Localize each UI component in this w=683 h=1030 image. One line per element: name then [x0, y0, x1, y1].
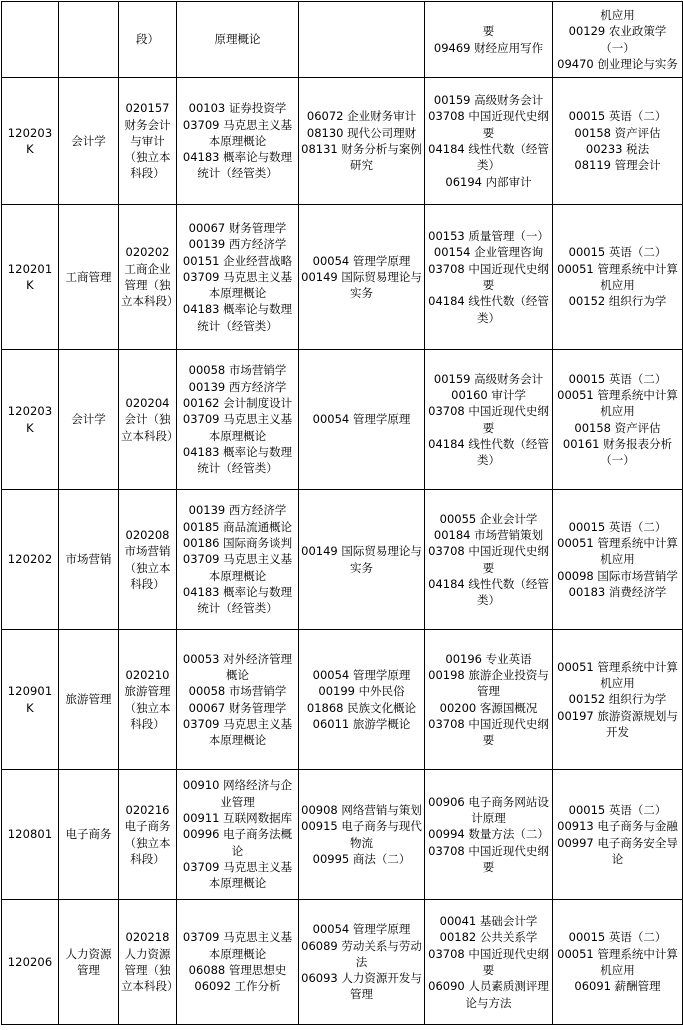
course-entry: 00199 中外民俗	[318, 684, 405, 699]
cell-code: 120203K	[2, 350, 59, 490]
course-entry: 03709 马克思主义基本原理概论	[182, 269, 293, 301]
cell-major: 会计学	[59, 350, 119, 490]
cell-col7	[553, 630, 683, 770]
course-entry: 00098 国际市场营销学	[557, 568, 678, 583]
course-entry: 00054 管理学原理	[312, 412, 411, 427]
cell-col4	[177, 770, 299, 900]
cell-col6	[425, 490, 553, 630]
course-entry: 06093 人力资源开发与管理	[301, 971, 422, 1002]
course-entry: 00913 电子商务与金融	[557, 819, 678, 834]
course-entry: 00015 英语（二）	[568, 245, 667, 260]
course-entry: 08119 管理会计	[574, 158, 661, 173]
course-entry: 00041 基础会计学	[439, 914, 538, 929]
course-entry: 00158 资产评估	[574, 420, 661, 435]
cell-code: 120901K	[2, 630, 59, 770]
course-entry: 06088 管理思想史	[188, 963, 287, 977]
course-entry: 09469 财经应用写作	[433, 40, 544, 55]
course-entry: 06092 工作分析	[194, 979, 281, 994]
course-entry: 00053 对外经济管理概论	[182, 651, 293, 682]
course-entry: 08131 财务分析与案例研究	[301, 142, 422, 173]
course-entry: 00051 管理系统中计算机应用	[557, 659, 678, 690]
course-entry: 00152 组织行为学	[568, 692, 667, 707]
cell-col7	[553, 78, 683, 205]
course-entry: 03709 马克思主义基本原理概论	[182, 412, 293, 443]
cell-code	[2, 2, 59, 78]
cell-col4	[177, 350, 299, 490]
course-entry: 00139 西方经济学	[188, 503, 287, 518]
course-entry: 00996 电子商务法概论	[182, 827, 293, 858]
cell-col6	[425, 78, 553, 205]
course-entry: 03708 中国近现代史纲要	[428, 404, 549, 435]
course-entry: 00184 市场营销策划	[433, 527, 544, 542]
course-entry: 00103 证券投资学	[188, 101, 287, 116]
course-entry: 00995 商法（二）	[312, 851, 411, 866]
course-entry: 03708 中国近现代史纲要	[428, 261, 549, 292]
cell-code: 120206	[2, 900, 59, 1025]
course-entry: 03708 中国近现代史纲要	[428, 843, 549, 874]
course-entry: 00196 专业英语	[445, 651, 532, 666]
course-entry: 00058 市场营销学	[188, 363, 287, 378]
cell-col6	[425, 2, 553, 78]
course-entry: 00158 资产评估	[574, 125, 661, 140]
cell-col5	[299, 350, 425, 490]
cell-major	[59, 2, 119, 78]
course-entry: 00129 农业政策学（一）	[568, 24, 667, 55]
course-entry: 04184 线性代数（经管类）	[428, 576, 549, 608]
cell-col7	[553, 490, 683, 630]
cell-col4	[177, 205, 299, 350]
cell-col4	[177, 490, 299, 630]
table-row	[2, 490, 683, 630]
cell-major: 人力资源管理	[59, 900, 119, 1025]
course-entry: 00197 旅游资源规划与开发	[557, 708, 678, 739]
cell-col7	[553, 770, 683, 900]
course-entry: 00151 企业经营战略	[182, 253, 293, 268]
table-body	[2, 2, 683, 1025]
course-entry: 00161 财务报表分析（一）	[562, 436, 673, 468]
course-entry: 00015 英语（二）	[568, 930, 667, 945]
cell-code: 120201K	[2, 205, 59, 350]
exam-course-table	[1, 1, 683, 1025]
course-entry: 00182 公共关系学	[439, 930, 538, 945]
cell-spec: 段）	[119, 2, 177, 78]
cell-col5	[299, 490, 425, 630]
cell-col6	[425, 630, 553, 770]
course-entry: 00198 旅游企业投资与管理	[428, 667, 549, 699]
course-entry: 04183 概率论与数理统计（经管类）	[182, 150, 293, 181]
course-entry: 00055 企业会计学	[439, 511, 538, 526]
course-entry: 00054 管理学原理	[312, 922, 411, 937]
course-entry: 00911 互联网数据库	[182, 811, 293, 825]
cell-spec: 020218 人力资源管理（独立本科段）	[119, 900, 177, 1025]
course-entry: 00154 企业管理咨询	[433, 245, 544, 260]
course-entry: 06072 企业财务审计	[306, 109, 417, 124]
cell-spec: 020204 会计（独立本科段）	[119, 350, 177, 490]
table-row	[2, 770, 683, 900]
table-row	[2, 900, 683, 1025]
cell-code: 120801	[2, 770, 59, 900]
course-entry: 06090 人员素质测评理论与方法	[428, 979, 549, 1010]
course-entry: 04184 线性代数（经管类）	[428, 436, 549, 468]
course-entry: 00152 组织行为学	[568, 294, 667, 309]
course-entry: 06091 薪酬管理	[574, 979, 661, 994]
course-entry: 00058 市场营销学	[188, 684, 287, 699]
cell-code: 120202	[2, 490, 59, 630]
course-entry: 00160 审计学	[451, 387, 526, 402]
course-entry: 00159 高级财务会计	[433, 93, 544, 108]
cell-col7	[553, 2, 683, 78]
course-entry: 00997 电子商务安全导论	[557, 835, 678, 866]
course-entry: 00054 管理学原理	[312, 667, 411, 682]
course-entry: 00139 西方经济学	[188, 379, 287, 394]
course-entry: 00908 网络营销与策划	[301, 802, 422, 817]
course-entry: 00051 管理系统中计算机应用	[557, 261, 678, 292]
cell-col6	[425, 770, 553, 900]
cell-col6	[425, 350, 553, 490]
course-entry: 04184 线性代数（经管类）	[428, 142, 549, 173]
course-entry: 00910 网络经济与企业管理	[182, 778, 293, 809]
cell-col6	[425, 205, 553, 350]
cell-col5	[299, 630, 425, 770]
cell-major: 电子商务	[59, 770, 119, 900]
course-entry: 03708 中国近现代史纲要	[428, 109, 549, 140]
course-entry: 03709 马克思主义基本原理概论	[182, 552, 293, 583]
course-entry: 06089 劳动关系与劳动法	[301, 938, 422, 969]
course-entry: 04183 概率论与数理统计（经管类）	[182, 302, 293, 333]
course-entry: 03709 马克思主义基本原理概论	[182, 117, 293, 148]
course-entry: 09470 创业理论与实务	[557, 56, 678, 71]
course-entry: 00183 消费经济学	[568, 584, 667, 599]
cell-col7	[553, 350, 683, 490]
cell-col4	[177, 78, 299, 205]
course-entry: 00149 国际贸易理论与实务	[301, 269, 422, 301]
cell-col4	[177, 2, 299, 78]
course-entry: 00159 高级财务会计	[433, 371, 544, 386]
course-entry: 06194 内部审计	[445, 174, 532, 189]
course-entry: 00051 管理系统中计算机应用	[557, 387, 678, 419]
course-entry: 00162 会计制度设计	[182, 396, 293, 410]
course-entry: 04183 概率论与数理统计（经管类）	[182, 584, 293, 616]
cell-col5	[299, 900, 425, 1025]
cell-col6	[425, 900, 553, 1025]
cell-spec: 020210 旅游管理（独立本科段）	[119, 630, 177, 770]
course-entry: 04184 线性代数（经管类）	[428, 294, 549, 325]
table-row	[2, 350, 683, 490]
course-entry: 00067 财务管理学	[188, 220, 287, 235]
course-entry: 00185 商品流通概论	[182, 519, 293, 534]
cell-col7	[553, 900, 683, 1025]
cell-col5	[299, 2, 425, 78]
course-entry: 03708 中国近现代史纲要	[428, 544, 549, 575]
course-entry: 00153 质量管理（一）	[428, 229, 549, 244]
course-entry: 00139 西方经济学	[188, 237, 287, 252]
course-entry: 00015 英语（二）	[568, 802, 667, 817]
table-row	[2, 78, 683, 205]
cell-col7	[553, 205, 683, 350]
course-entry: 机应用	[600, 7, 635, 22]
cell-spec: 020216 电子商务（独立本科段）	[119, 770, 177, 900]
cell-spec: 020157 财务会计与审计（独立本科段）	[119, 78, 177, 205]
course-entry: 00054 管理学原理	[312, 253, 411, 268]
course-entry: 08130 现代公司理财	[306, 125, 417, 140]
course-entry: 00915 电子商务与现代物流	[301, 819, 422, 850]
course-entry: 01868 民族文化概论	[306, 700, 417, 715]
cell-col5	[299, 78, 425, 205]
cell-col4	[177, 900, 299, 1025]
course-entry: 03709 马克思主义基本原理概论	[182, 716, 293, 748]
course-entry: 06011 旅游学概论	[312, 716, 411, 731]
course-entry: 00067 财务管理学	[188, 700, 287, 715]
course-entry: 原理概论	[214, 32, 261, 47]
course-entry: 00149 国际贸易理论与实务	[301, 544, 422, 575]
cell-major: 会计学	[59, 78, 119, 205]
course-entry: 00015 英语（二）	[568, 519, 667, 534]
course-entry: 00051 管理系统中计算机应用	[557, 536, 678, 567]
course-entry: 00015 英语（二）	[568, 109, 667, 124]
course-entry: 03709 马克思主义基本原理概论	[182, 930, 293, 961]
cell-col5	[299, 205, 425, 350]
course-entry: 00994 数量方法（二）	[428, 827, 549, 842]
cell-major: 市场营销	[59, 490, 119, 630]
course-entry: 03708 中国近现代史纲要	[428, 716, 549, 748]
cell-spec: 020208 市场营销（独立本科段）	[119, 490, 177, 630]
course-entry: 00200 客源国概况	[439, 700, 538, 715]
table-row	[2, 630, 683, 770]
cell-major: 工商管理	[59, 205, 119, 350]
course-entry: 00051 管理系统中计算机应用	[557, 946, 678, 977]
course-entry: 00233 税法	[585, 142, 650, 156]
course-entry: 00906 电子商务网站设计原理	[428, 794, 549, 825]
cell-major: 旅游管理	[59, 630, 119, 770]
course-entry: 03708 中国近现代史纲要	[428, 946, 549, 977]
course-entry: 要	[482, 24, 495, 39]
cell-spec: 020202 工商企业管理（独立本科段）	[119, 205, 177, 350]
course-entry: 00186 国际商务谈判	[182, 536, 293, 550]
course-entry: 04183 概率论与数理统计（经管类）	[182, 444, 293, 476]
table-row	[2, 2, 683, 78]
table-row	[2, 205, 683, 350]
cell-col5	[299, 770, 425, 900]
cell-code: 120203K	[2, 78, 59, 205]
course-entry: 03709 马克思主义基本原理概论	[182, 859, 293, 891]
course-entry: 00015 英语（二）	[568, 371, 667, 386]
cell-col4	[177, 630, 299, 770]
